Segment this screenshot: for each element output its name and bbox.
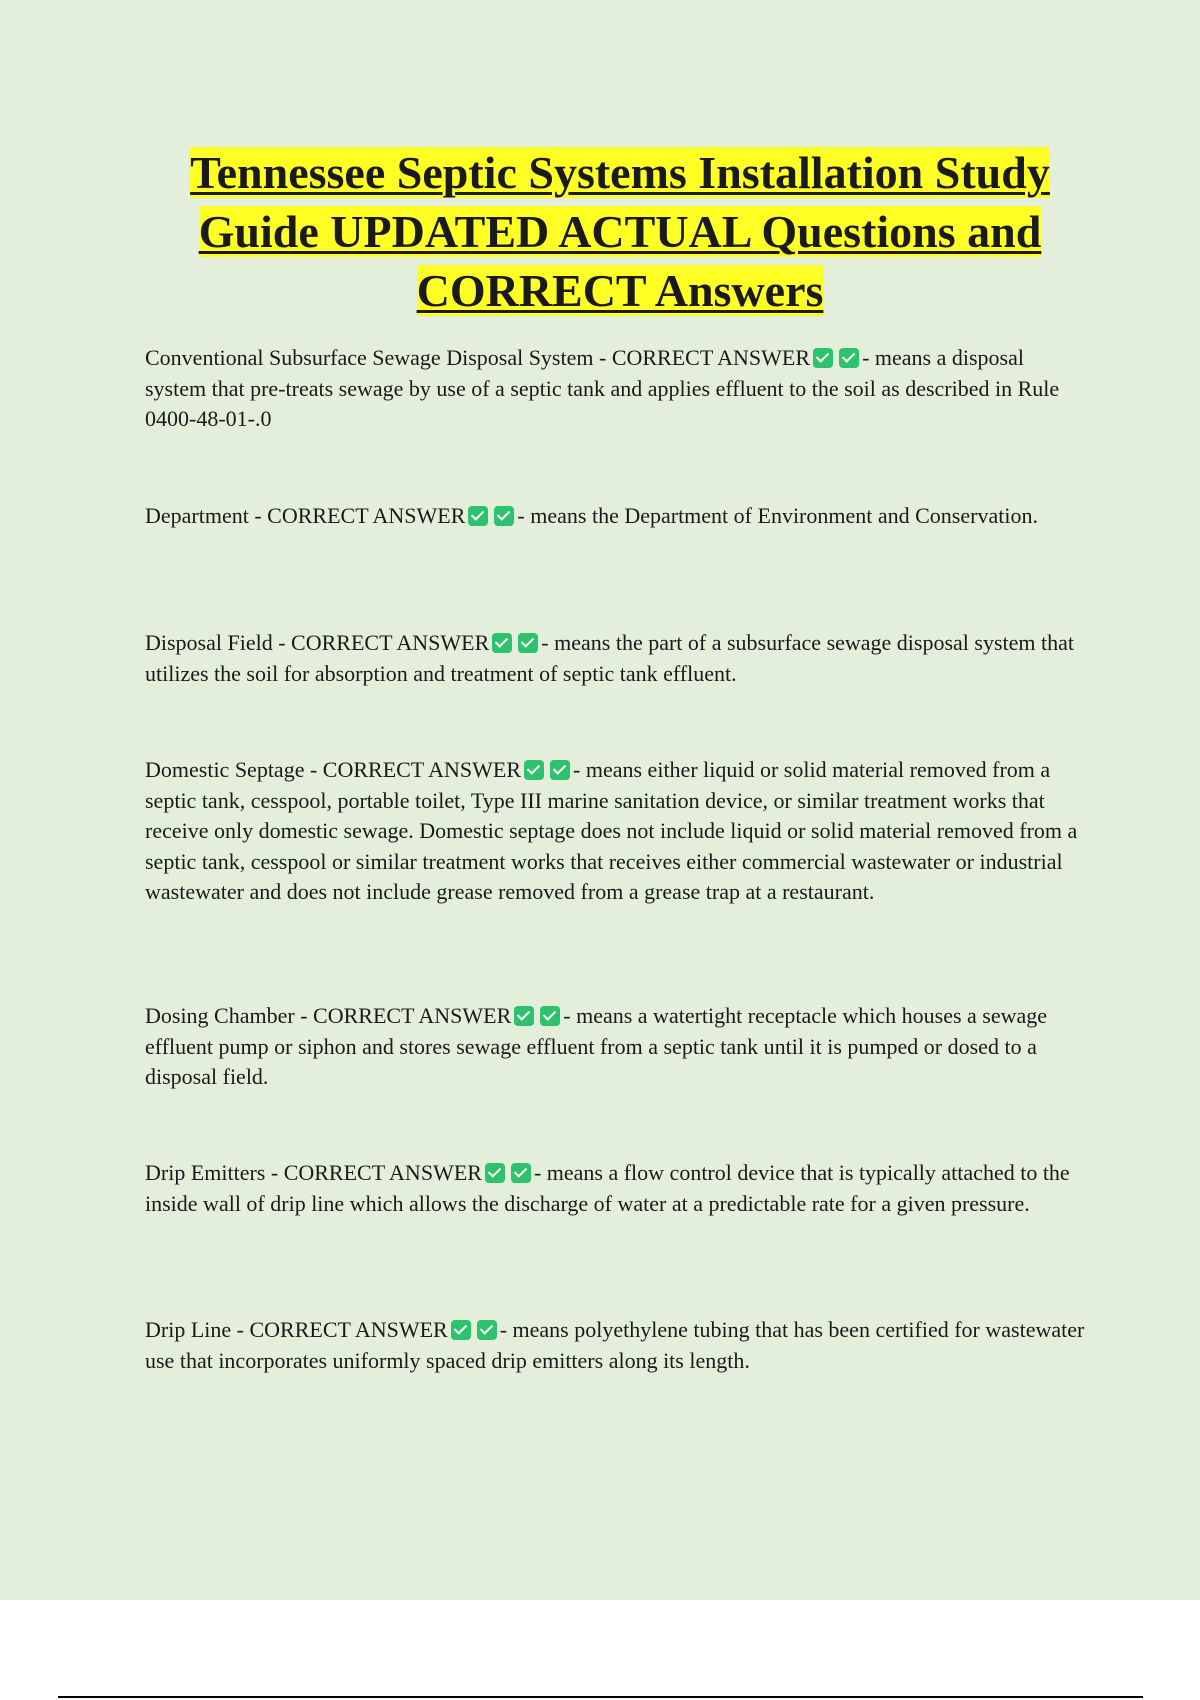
entry-definition: - means either liquid or solid material removed from a septic tank, cesspool, portable toilet, Type III marine sanitation device, or similar treatment works that receive only domestic sewage. Domestic septage does not include liquid or solid material removed from a septic tank, cesspool or similar treatment works that receives either commercial wastewater or industrial wastewater and does not include grease removed from a grease trap at a restaurant.: [145, 757, 1078, 904]
entry-definition: - means a disposal system that pre-treats sewage by use of a septic tank and applies effluent to the soil as described in Rule 0400-48-01-.0: [145, 345, 1060, 431]
check-box-icon: [514, 1006, 534, 1026]
entry-conventional-subsurface: [145, 343, 1090, 435]
entry-disposal-field: [145, 628, 1090, 689]
entry-domestic-septage: [145, 755, 1090, 908]
entry-term: Dosing Chamber - CORRECT ANSWER: [145, 1003, 512, 1028]
check-box-icon: [494, 506, 514, 526]
entry-definition: - means a flow control device that is typically attached to the inside wall of drip line which allows the discharge of water at a predictable rate for a given pressure.: [145, 1160, 1070, 1216]
entry-drip-line: [145, 1315, 1090, 1376]
entry-definition: - means a watertight receptacle which houses a sewage effluent pump or siphon and stores sewage effluent from a septic tank until it is pumped or dosed to a disposal field.: [145, 1003, 1048, 1089]
entry-definition: - means polyethylene tubing that has been certified for wastewater use that incorporates uniformly spaced drip emitters along its length.: [145, 1317, 1085, 1373]
check-box-icon: [540, 1006, 560, 1026]
entry-term: Drip Emitters - CORRECT ANSWER: [145, 1160, 482, 1185]
check-box-icon: [550, 760, 570, 780]
check-box-icon: [492, 633, 512, 653]
check-box-icon: [468, 506, 488, 526]
entry-term: Disposal Field - CORRECT ANSWER: [145, 630, 490, 655]
check-box-icon: [524, 760, 544, 780]
entry-term: Conventional Subsurface Sewage Disposal System - CORRECT ANSWER: [145, 345, 811, 370]
entry-definition: - means the Department of Environment and Conservation.: [517, 503, 1038, 528]
footer-divider: [58, 1696, 1143, 1698]
entry-term: Domestic Septage - CORRECT ANSWER: [145, 757, 522, 782]
check-box-icon: [451, 1320, 471, 1340]
entry-term: Department - CORRECT ANSWER: [145, 503, 466, 528]
check-box-icon: [477, 1320, 497, 1340]
entry-dosing-chamber: [145, 1001, 1090, 1093]
entry-definition: - means the part of a subsurface sewage disposal system that utilizes the soil for absorption and treatment of septic tank effluent.: [145, 630, 1075, 686]
entry-department: [145, 501, 1090, 532]
document-title: Tennessee Septic Systems Installation Study Guide UPDATED ACTUAL Questions and CORRECT Answers: [190, 147, 1050, 316]
check-box-icon: [485, 1163, 505, 1183]
entry-term: Drip Line - CORRECT ANSWER: [145, 1317, 448, 1342]
check-box-icon: [839, 348, 859, 368]
check-box-icon: [518, 633, 538, 653]
entry-drip-emitters: [145, 1158, 1090, 1219]
check-box-icon: [511, 1163, 531, 1183]
check-box-icon: [813, 348, 833, 368]
